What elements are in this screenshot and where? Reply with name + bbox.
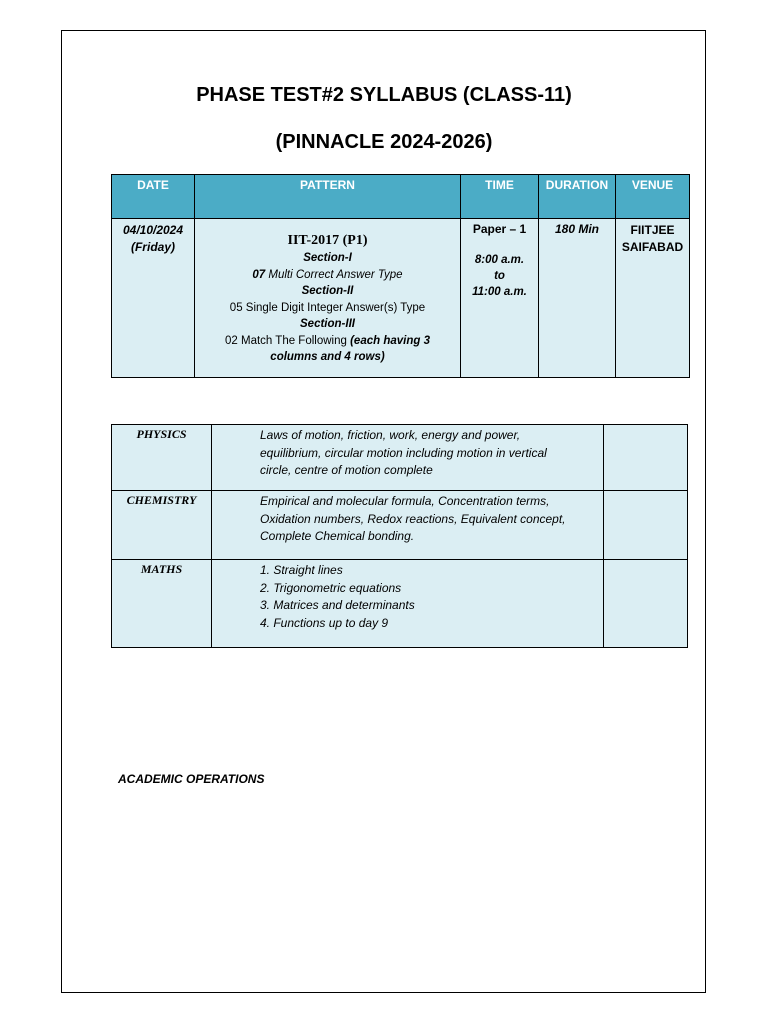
date-cell xyxy=(112,219,195,378)
section-1-label: Section-I xyxy=(303,252,352,264)
topics-physics xyxy=(212,425,604,491)
topic-line: 2. Trigonometric equations xyxy=(260,580,402,595)
topic-line: 1. Straight lines xyxy=(260,563,343,577)
schedule-table xyxy=(111,174,690,378)
section-3-text: Match The Following xyxy=(237,334,351,347)
syllabus-row-chemistry xyxy=(112,491,688,560)
topic-line: circle, centre of motion complete xyxy=(260,463,433,477)
page-title: PHASE TEST#2 SYLLABUS (CLASS-11) xyxy=(196,84,572,106)
section-2-count: 05 xyxy=(229,301,243,314)
time-cell xyxy=(461,219,539,378)
pattern-cell xyxy=(195,219,461,378)
venue-line-1: FIITJEE xyxy=(630,223,675,237)
topic-line: Oxidation numbers, Redox reactions, Equivalent concept, xyxy=(260,511,566,526)
time-range xyxy=(461,252,538,300)
section-3-note-cont: columns and 4 rows) xyxy=(270,351,385,363)
topic-line: Empirical and molecular formula, Concentration terms, xyxy=(260,494,550,508)
empty-cell xyxy=(604,425,688,491)
start-time: 8:00 a.m. xyxy=(474,254,525,266)
topic-line: 3. Matrices and determinants xyxy=(260,598,415,612)
empty-cell xyxy=(604,491,688,560)
header-date: DATE xyxy=(112,175,195,219)
schedule-header-row xyxy=(112,175,690,219)
section-2-label: Section-II xyxy=(301,285,354,297)
section-3-note: (each having 3 xyxy=(350,334,430,347)
section-1-text: Multi Correct Answer Type xyxy=(265,268,403,281)
subject-maths: MATHS xyxy=(112,560,212,648)
exam-day: (Friday) xyxy=(130,240,175,254)
time-to: to xyxy=(494,270,505,282)
venue-cell xyxy=(616,219,690,378)
paper-label: Paper – 1 xyxy=(472,222,527,236)
venue-line-2: SAIFABAD xyxy=(621,240,684,254)
section-1-count: 07 xyxy=(252,268,266,281)
subject-physics: PHYSICS xyxy=(112,425,212,491)
page-subtitle: (PINNACLE 2024-2026) xyxy=(275,131,493,153)
topic-line: 4. Functions up to day 9 xyxy=(260,615,389,630)
syllabus-table xyxy=(111,424,688,648)
section-3-count: 02 xyxy=(225,334,238,347)
section-2-desc xyxy=(195,300,460,317)
section-1-desc xyxy=(195,267,460,284)
schedule-row xyxy=(112,219,690,378)
duration-value: 180 Min xyxy=(554,222,599,236)
topic-line: Laws of motion, friction, work, energy and power, xyxy=(260,428,521,442)
topic-line: equilibrium, circular motion including motion in vertical xyxy=(260,445,547,460)
topics-chemistry xyxy=(212,491,604,560)
duration-cell xyxy=(539,219,616,378)
empty-cell xyxy=(604,560,688,648)
header-venue: VENUE xyxy=(616,175,690,219)
section-2-text: Single Digit Integer Answer(s) Type xyxy=(242,301,426,314)
section-3-desc xyxy=(195,333,460,350)
footer-text: ACADEMIC OPERATIONS xyxy=(118,772,265,786)
header-duration: DURATION xyxy=(539,175,616,219)
topic-line: Complete Chemical bonding. xyxy=(260,529,415,543)
subject-chemistry: CHEMISTRY xyxy=(112,491,212,560)
end-time: 11:00 a.m. xyxy=(472,286,527,298)
section-3-label: Section-III xyxy=(300,318,355,330)
exam-date: 04/10/2024 xyxy=(122,223,184,237)
topics-maths xyxy=(212,560,604,648)
syllabus-row-physics xyxy=(112,425,688,491)
header-pattern: PATTERN xyxy=(195,175,461,219)
syllabus-row-maths xyxy=(112,560,688,648)
pattern-heading: IIT-2017 (P1) xyxy=(287,233,368,248)
header-time: TIME xyxy=(461,175,539,219)
